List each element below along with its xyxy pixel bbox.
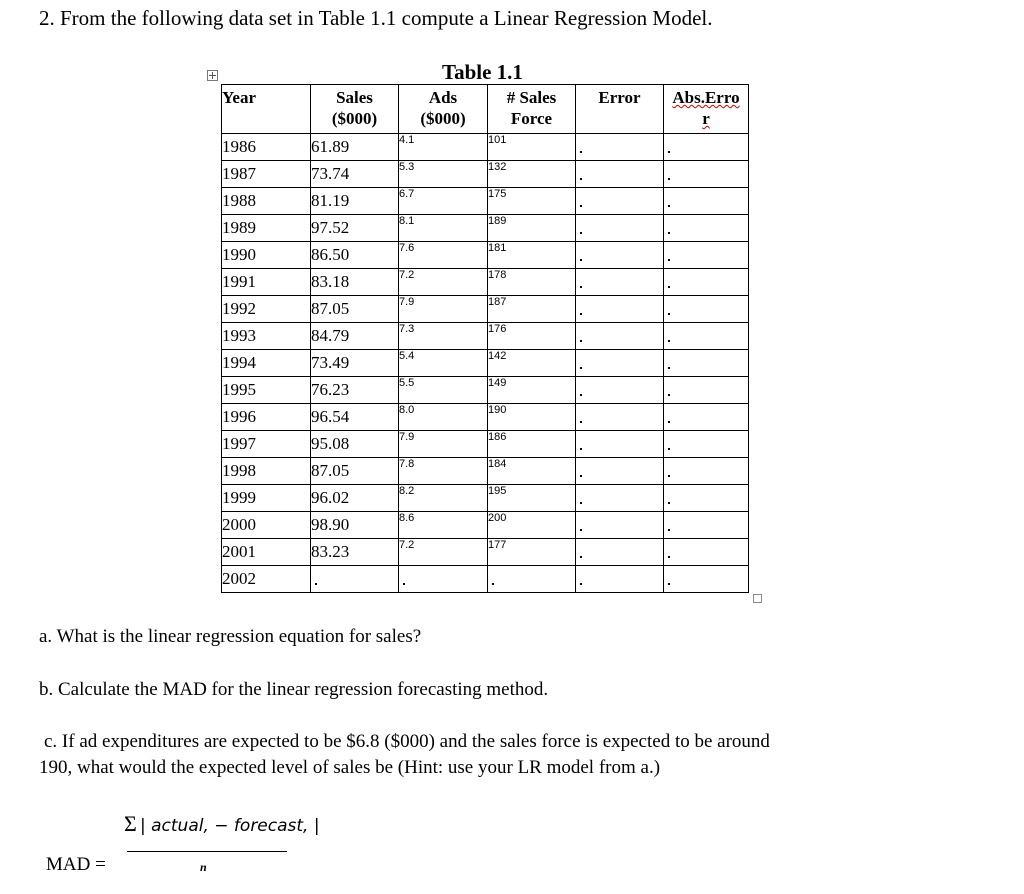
cell-year[interactable]: 2001	[222, 539, 311, 566]
cell-sales-force[interactable]: 149	[488, 377, 576, 404]
cell-ads[interactable]: 8.0	[399, 404, 488, 431]
cell-sales[interactable]: 96.02	[311, 485, 399, 512]
cell-abs-error[interactable]	[664, 512, 749, 539]
empty-cell-marker	[580, 205, 582, 207]
table-row	[222, 323, 749, 350]
question-c-line2: 190, what would the expected level of sales be (Hint: use your LR model from a.)	[39, 757, 661, 778]
cell-ads[interactable]	[399, 566, 488, 593]
table-row	[222, 431, 749, 458]
cell-error[interactable]	[576, 566, 664, 593]
cell-sales[interactable]: 83.18	[311, 269, 399, 296]
cell-sales-force[interactable]	[488, 566, 576, 593]
header-ads: Ads ($000)	[399, 85, 488, 134]
cell-ads[interactable]: 8.6	[399, 512, 488, 539]
cell-sales[interactable]: 96.54	[311, 404, 399, 431]
formula-denominator: n	[200, 860, 207, 874]
cell-abs-error[interactable]	[664, 404, 749, 431]
cell-abs-error[interactable]	[664, 134, 749, 161]
table-row	[222, 296, 749, 323]
table-header-row	[222, 85, 749, 134]
cell-sales-force[interactable]: 178	[488, 269, 576, 296]
fraction-bar	[127, 851, 287, 852]
empty-cell-marker	[668, 286, 670, 288]
cell-year[interactable]: 1993	[222, 323, 311, 350]
cell-sales[interactable]: 86.50	[311, 242, 399, 269]
empty-cell-marker	[668, 529, 670, 531]
cell-year[interactable]: 1998	[222, 458, 311, 485]
question-b: b. Calculate the MAD for the linear regression forecasting method.	[39, 679, 549, 700]
cell-abs-error[interactable]	[664, 566, 749, 593]
empty-cell-marker	[580, 259, 582, 261]
cell-abs-error[interactable]	[664, 161, 749, 188]
cell-error[interactable]	[576, 539, 664, 566]
cell-ads[interactable]: 7.9	[399, 431, 488, 458]
cell-abs-error[interactable]	[664, 296, 749, 323]
table-row	[222, 134, 749, 161]
cell-year[interactable]: 1992	[222, 296, 311, 323]
cell-error[interactable]	[576, 296, 664, 323]
cell-ads[interactable]: 8.1	[399, 215, 488, 242]
cell-year[interactable]: 1991	[222, 269, 311, 296]
header-sales: Sales ($000)	[311, 85, 399, 134]
table-row	[222, 458, 749, 485]
cell-sales-force[interactable]: 187	[488, 296, 576, 323]
empty-cell-marker	[580, 475, 582, 477]
cell-sales-force[interactable]: 177	[488, 539, 576, 566]
cell-sales[interactable]	[311, 566, 399, 593]
cell-error[interactable]	[576, 269, 664, 296]
cell-ads[interactable]: 7.6	[399, 242, 488, 269]
cell-year[interactable]: 1988	[222, 188, 311, 215]
empty-cell-marker	[668, 151, 670, 153]
cell-error[interactable]	[576, 404, 664, 431]
cell-sales[interactable]: 81.19	[311, 188, 399, 215]
cell-sales[interactable]: 76.23	[311, 377, 399, 404]
cell-ads[interactable]: 5.3	[399, 161, 488, 188]
cell-sales[interactable]: 87.05	[311, 458, 399, 485]
empty-cell-marker	[580, 340, 582, 342]
cell-sales[interactable]: 87.05	[311, 296, 399, 323]
cell-sales[interactable]: 73.49	[311, 350, 399, 377]
cell-year[interactable]: 1987	[222, 161, 311, 188]
empty-cell-marker	[315, 583, 317, 585]
cell-error[interactable]	[576, 485, 664, 512]
cell-ads[interactable]: 7.3	[399, 323, 488, 350]
empty-cell-marker	[668, 178, 670, 180]
empty-cell-marker	[492, 583, 494, 585]
empty-cell-marker	[668, 421, 670, 423]
cell-ads[interactable]: 7.9	[399, 296, 488, 323]
cell-abs-error[interactable]	[664, 215, 749, 242]
empty-cell-marker	[580, 394, 582, 396]
empty-cell-marker	[580, 286, 582, 288]
empty-cell-marker	[580, 313, 582, 315]
cell-sales-force[interactable]: 176	[488, 323, 576, 350]
cell-ads[interactable]: 7.2	[399, 269, 488, 296]
cell-sales-force[interactable]: 101	[488, 134, 576, 161]
cell-abs-error[interactable]	[664, 242, 749, 269]
header-error: Error	[576, 85, 664, 134]
cell-error[interactable]	[576, 350, 664, 377]
empty-cell-marker	[668, 556, 670, 558]
data-table	[221, 84, 749, 593]
table-row	[222, 269, 749, 296]
cell-sales-force[interactable]: 186	[488, 431, 576, 458]
cell-sales[interactable]: 73.74	[311, 161, 399, 188]
cell-sales-force[interactable]: 195	[488, 485, 576, 512]
cell-error[interactable]	[576, 242, 664, 269]
cell-sales-force[interactable]: 189	[488, 215, 576, 242]
mad-label: MAD =	[46, 854, 106, 875]
empty-cell-marker	[668, 475, 670, 477]
table-row	[222, 485, 749, 512]
empty-cell-marker	[580, 367, 582, 369]
cell-year[interactable]: 2002	[222, 566, 311, 593]
table-row	[222, 377, 749, 404]
table-row	[222, 566, 749, 593]
cell-abs-error[interactable]	[664, 431, 749, 458]
cell-error[interactable]	[576, 161, 664, 188]
empty-cell-marker	[668, 502, 670, 504]
table-row	[222, 404, 749, 431]
header-abs-error: Abs.Erro r	[664, 85, 749, 134]
cell-sales[interactable]: 95.08	[311, 431, 399, 458]
cell-sales-force[interactable]: 184	[488, 458, 576, 485]
question-c-line1: c. If ad expenditures are expected to be $6.8 ($000) and the sales force is expected to be around	[44, 731, 770, 752]
table-move-handle-icon[interactable]	[207, 70, 218, 81]
question-title: 2. From the following data set in Table 1.1 compute a Linear Regression Model.	[39, 6, 713, 30]
cell-ads[interactable]: 4.1	[399, 134, 488, 161]
empty-cell-marker	[668, 313, 670, 315]
empty-cell-marker	[580, 502, 582, 504]
cell-year[interactable]: 1997	[222, 431, 311, 458]
cell-error[interactable]	[576, 431, 664, 458]
empty-cell-marker	[580, 232, 582, 234]
empty-cell-marker	[580, 556, 582, 558]
table-row	[222, 161, 749, 188]
cell-year[interactable]: 1999	[222, 485, 311, 512]
empty-cell-marker	[668, 367, 670, 369]
cell-abs-error[interactable]	[664, 539, 749, 566]
cell-error[interactable]	[576, 215, 664, 242]
cell-year[interactable]: 1990	[222, 242, 311, 269]
cell-error[interactable]	[576, 323, 664, 350]
cell-ads[interactable]: 8.2	[399, 485, 488, 512]
cell-sales[interactable]: 83.23	[311, 539, 399, 566]
formula-numerator: | actual, − forecast, |	[140, 816, 320, 836]
cell-sales-force[interactable]: 175	[488, 188, 576, 215]
empty-cell-marker	[668, 259, 670, 261]
table-row	[222, 188, 749, 215]
cell-abs-error[interactable]	[664, 458, 749, 485]
cell-abs-error[interactable]	[664, 350, 749, 377]
cell-ads[interactable]: 7.8	[399, 458, 488, 485]
cell-ads[interactable]: 5.5	[399, 377, 488, 404]
cell-error[interactable]	[576, 377, 664, 404]
cell-error[interactable]	[576, 458, 664, 485]
empty-cell-marker	[580, 583, 582, 585]
cell-error[interactable]	[576, 188, 664, 215]
cell-abs-error[interactable]	[664, 485, 749, 512]
question-a: a. What is the linear regression equation for sales?	[39, 626, 422, 647]
cell-sales[interactable]: 97.52	[311, 215, 399, 242]
header-sales-force: # Sales Force	[488, 85, 576, 134]
table-row	[222, 512, 749, 539]
cell-ads[interactable]: 6.7	[399, 188, 488, 215]
cell-ads[interactable]: 7.2	[399, 539, 488, 566]
cell-sales-force[interactable]: 132	[488, 161, 576, 188]
empty-cell-marker	[580, 421, 582, 423]
empty-cell-marker	[580, 448, 582, 450]
cell-abs-error[interactable]	[664, 323, 749, 350]
cell-abs-error[interactable]	[664, 269, 749, 296]
cell-year[interactable]: 1996	[222, 404, 311, 431]
summation-symbol: Σ	[124, 811, 137, 836]
cell-sales-force[interactable]: 190	[488, 404, 576, 431]
cell-abs-error[interactable]	[664, 377, 749, 404]
empty-cell-marker	[668, 583, 670, 585]
empty-cell-marker	[668, 394, 670, 396]
cell-ads[interactable]: 5.4	[399, 350, 488, 377]
table-row	[222, 215, 749, 242]
cell-year[interactable]: 2000	[222, 512, 311, 539]
empty-cell-marker	[580, 151, 582, 153]
header-year: Year	[222, 85, 311, 134]
empty-cell-marker	[403, 583, 405, 585]
table-resize-handle[interactable]	[753, 594, 762, 603]
cell-year[interactable]: 1986	[222, 134, 311, 161]
table-row	[222, 242, 749, 269]
cell-sales[interactable]: 84.79	[311, 323, 399, 350]
table-caption: Table 1.1	[442, 60, 523, 84]
table-row	[222, 350, 749, 377]
cell-sales[interactable]: 61.89	[311, 134, 399, 161]
cell-sales-force[interactable]: 200	[488, 512, 576, 539]
table-row	[222, 539, 749, 566]
cell-error[interactable]	[576, 134, 664, 161]
empty-cell-marker	[668, 340, 670, 342]
empty-cell-marker	[668, 232, 670, 234]
cell-sales[interactable]: 98.90	[311, 512, 399, 539]
empty-cell-marker	[668, 448, 670, 450]
cell-year[interactable]: 1989	[222, 215, 311, 242]
empty-cell-marker	[668, 205, 670, 207]
cell-abs-error[interactable]	[664, 188, 749, 215]
cell-sales-force[interactable]: 142	[488, 350, 576, 377]
empty-cell-marker	[580, 529, 582, 531]
cell-year[interactable]: 1995	[222, 377, 311, 404]
cell-year[interactable]: 1994	[222, 350, 311, 377]
empty-cell-marker	[580, 178, 582, 180]
cell-error[interactable]	[576, 512, 664, 539]
cell-sales-force[interactable]: 181	[488, 242, 576, 269]
